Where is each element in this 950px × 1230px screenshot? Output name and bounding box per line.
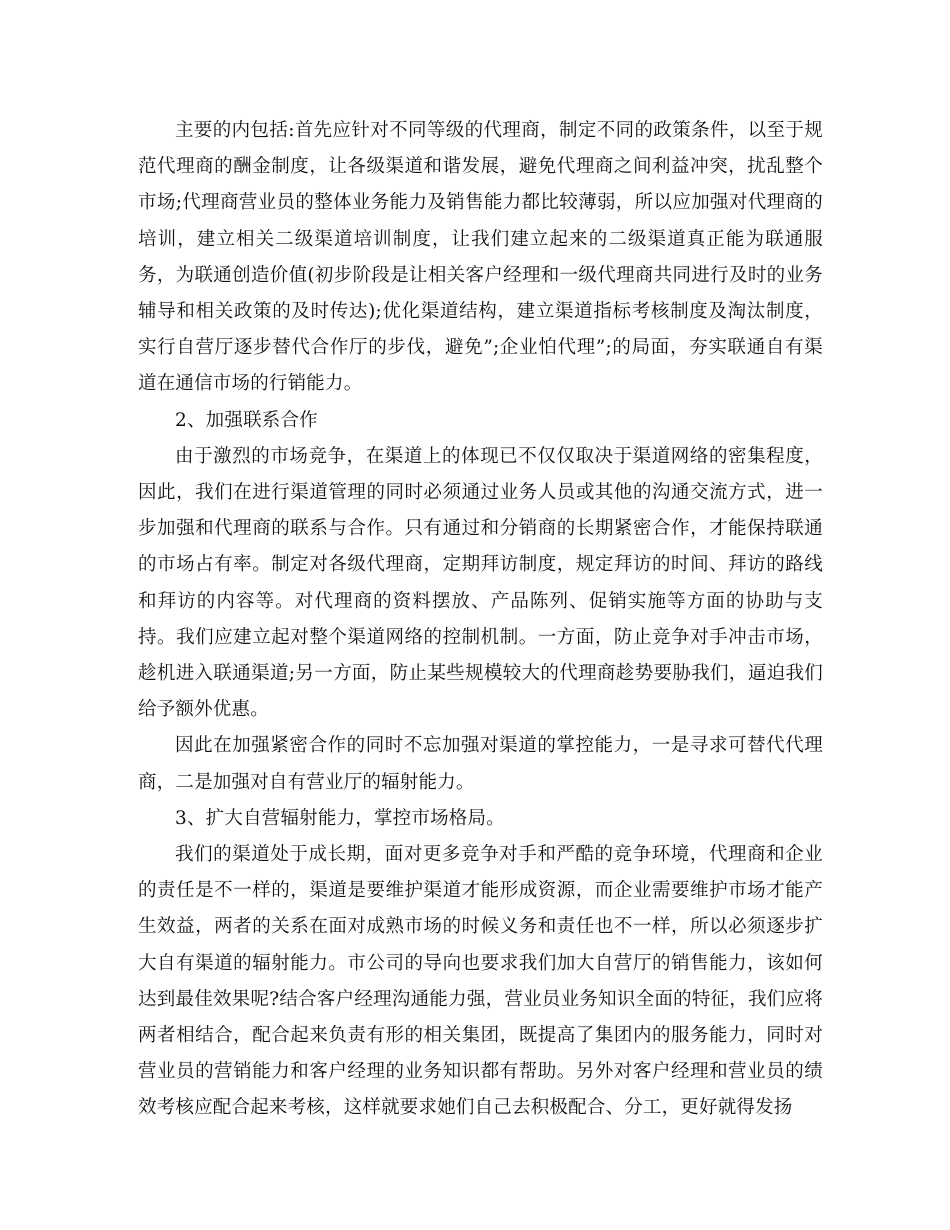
section-heading-2: 2、加强联系合作	[175, 409, 318, 431]
paragraph-policy: 主要的内包括:首先应针对不同等级的代理商，制定不同的政策条件，以至于规范代理商的酬金制度，让各级渠道和谐发展，避免代理商之间利益冲突，扰乱整个市场;代理商营业员的整体业务能力及销售能力都比较薄弱，所以应加强对代理商的培训，建立相关二级渠道培训制度，让我们建立起来的二级渠道真正能为联通服务，为联通创造价值(初步阶段是让相关客户经理和一级代理商共同进行及时的业务辅导和相关政策的及时传达);优化渠道结构，建立渠道指标考核制度及淘汰制度，实行自营厅逐步替代合作厅的步伐，避免”;企业怕代理”;的局面，夯实联通自有渠道在通信市场的行销能力。	[138, 120, 823, 395]
paragraph-cooperation: 由于激烈的市场竞争，在渠道上的体现已不仅仅取决于渠道网络的密集程度，因此，我们在进行渠道管理的同时必须通过业务人员或其他的沟通交流方式，进一步加强和代理商的联系与合作。只有通过和分销商的长期紧密合作，才能保持联通的市场占有率。制定对各级代理商，定期拜访制度，规定拜访的时间、拜访的路线和拜访的内容等。对代理商的资料摆放、产品陈列、促销实施等方面的协助与支持。我们应建立起对整个渠道网络的控制机制。一方面，防止竞争对手冲击市场，趁机进入联通渠道;另一方面，防止某些规模较大的代理商趁势要胁我们，逼迫我们给予额外优惠。	[138, 445, 823, 721]
section-heading-3: 3、扩大自营辐射能力，掌控市场格局。	[175, 807, 505, 829]
paragraph-expansion: 我们的渠道处于成长期，面对更多竞争对手和严酷的竞争环境，代理商和企业的责任是不一样的，渠道是要维护渠道才能形成资源，而企业需要维护市场才能产生效益，两者的关系在面对成熟市场的时候义务和责任也不一样，所以必须逐步扩大自有渠道的辐射能力。市公司的导向也要求我们加大自营厅的销售能力，该如何达到最佳效果呢?结合客户经理沟通能力强，营业员业务知识全面的特征，我们应将两者相结合，配合起来负责有形的相关集团，既提高了集团内的服务能力，同时对营业员的营销能力和客户经理的业务知识都有帮助。另外对客户经理和营业员的绩效考核应配合起来考核，这样就要求她们自己去积极配合、分工，更好就得发扬	[138, 844, 823, 1119]
paragraph-control: 因此在加强紧密合作的同时不忘加强对渠道的掌控能力，一是寻求可替代代理商，二是加强对自有营业厅的辐射能力。	[138, 735, 823, 793]
document-body	[138, 113, 823, 1127]
